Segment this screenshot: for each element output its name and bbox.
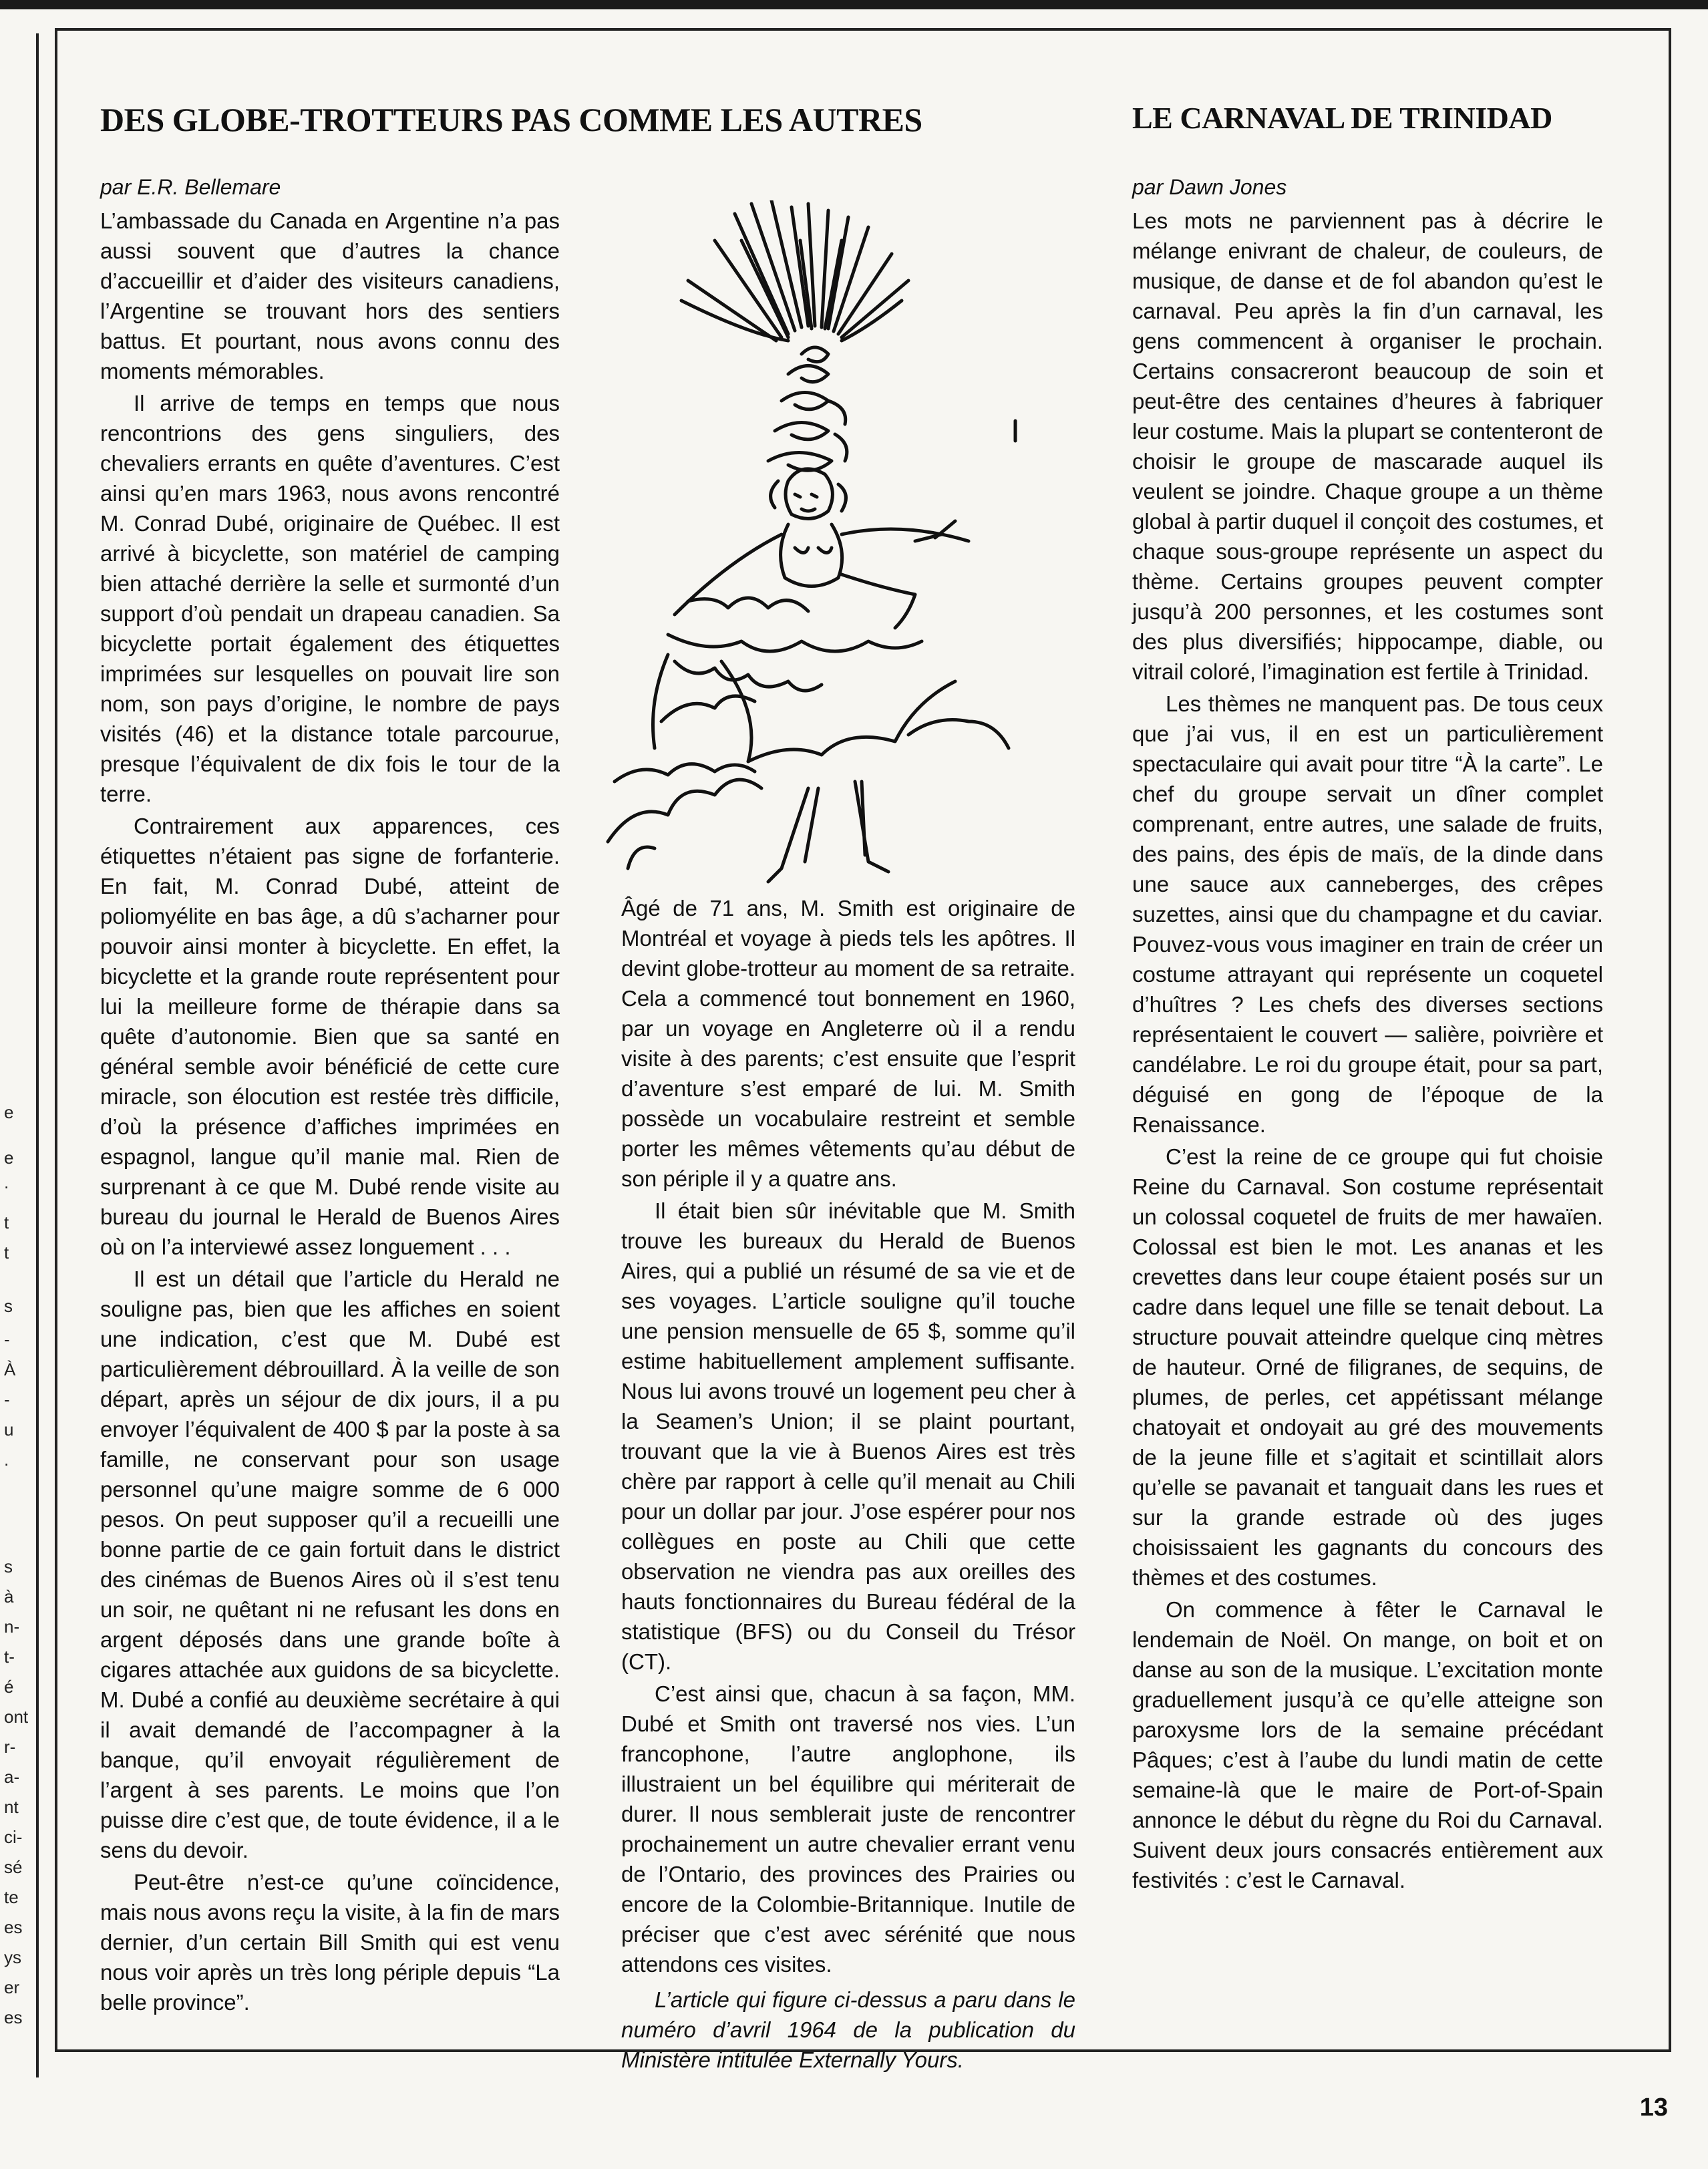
top-rule (0, 0, 1708, 9)
margin-fragment: à (4, 1587, 14, 1607)
carnival-dancer-illustration (588, 200, 1095, 895)
margin-fragment: - (4, 1389, 10, 1409)
margin-fragment: ont (4, 1707, 29, 1727)
margin-fragment: a- (4, 1767, 20, 1787)
margin-fragment: ys (4, 1947, 21, 1967)
article1-paragraph: Il était bien sûr inévitable que M. Smith trouve les bureaux du Herald de Buenos Aires, qui a publié un résumé de sa vie et de ses voyages. L’article souligne qu’il touche une pension mensuelle de 65 $, somme qu’il estime habituellement amplement suffisante. Nous lui avons trouvé un logement peu cher à la Seamen’s Union; il se plaint pourtant, trouvant que la vie à Buenos Aires est très chère par rapport à celle qu’il menait au Chili pour un dollar par jour. J’ose espérer pour nos collègues en poste au Chili que cette observation ne viendra pas aux oreilles des hauts fonctionnaires du Bureau fédéral de la statistique (BFS) ou du Conseil du Trésor (CT). (621, 1198, 1075, 1674)
margin-fragment: e (4, 1148, 14, 1168)
dancer-figure (675, 469, 969, 615)
article2-column (1132, 206, 1603, 1895)
article1-paragraph: Contrairement aux apparences, ces étiquettes n’étaient pas signe de forfanterie. En fait, M. Conrad Dubé, atteint de poliomyélite en bas âge, a dû s’acharner pour pouvoir ainsi monter à bicyclette. En effet, la bicyclette et la grande route représentent pour lui la meilleure forme de thérapie dans sa quête d’autonomie. Bien que sa santé en général semble avoir bénéficié de cette cure miracle, son élocution est restée très difficile, d’où la présence d’affiches imprimées en espagnol, langue qu’il manie mal. Rien de surprenant à ce que M. Dubé rende visite au bureau du journal le Herald de Buenos Aires où on l’a interviewé assez longuement . . . (100, 814, 560, 1259)
article1-paragraph: L’ambassade du Canada en Argentine n’a pas aussi souvent que d’autres la chance d’accueillir et d’aider des visiteurs canadiens, l’Argentine se trouvant hors des sentiers battus. Et pourtant, nous avons connu des moments mémorables. (100, 208, 560, 383)
margin-fragment: . (4, 1450, 9, 1470)
margin-fragment: e (4, 1102, 14, 1122)
article2-byline: par Dawn Jones (1132, 175, 1287, 199)
article2-paragraph: Les mots ne parviennent pas à décrire le mélange enivrant de chaleur, de couleurs, de musique, de danse et de fol abandon qu’est le carnaval. Peu après la fin d’un carnaval, les gens commencent à organiser le prochain. Certains consacreront beaucoup de soin et peut-être des centaines d’heures à fabriquer leur costume. Mais la plupart se contenteront de choisir le groupe de mascarade auquel ils veulent se joindre. Chaque groupe a un thème global à partir duquel il conçoit des costumes, et chaque sous-groupe représente un aspect du thème. Certains groupes peuvent compter jusqu’à 200 personnes, et les costumes sont des plus diversifiés; hippocampe, diable, ou vitrail coloré, l’imagination est fertile à Trinidad. (1132, 208, 1603, 684)
feather-headdress (681, 200, 908, 341)
article1-source-note: L’article qui figure ci-dessus a paru dans le numéro d’avril 1964 de la publication du Ministère intitulée Externally Yours. (621, 1987, 1075, 2072)
margin-fragment: te (4, 1887, 19, 1907)
article1-paragraph: C’est ainsi que, chacun à sa façon, MM. Dubé et Smith ont traversé nos vies. L’un francophone, l’autre anglophone, ils illustraient un bel équilibre qui mériterait de durer. Il nous semblerait juste de rencontrer prochainement un autre chevalier errant venu de l’Ontario, des provinces des Prairies ou encore de la Colombie-Britannique. Inutile de préciser que c’est avec sérénité que nous attendons ces visites. (621, 1681, 1075, 1977)
ruffled-skirt (608, 574, 1009, 868)
article1-paragraph: Il est un détail que l’article du Herald ne souligne pas, bien que les affiches en soient une indication, c’est que M. Dubé est particulièrement débrouillard. À la veille de son départ, après un séjour de dix jours, il a pu envoyer l’équivalent de 400 $ par la poste à sa famille, ne conservant pour son usage personnel qu’une maigre somme de 6 000 pesos. On peut supposer qu’il a recueilli une bonne partie de ce gain fortuit dans le district des cinémas de Buenos Aires où il s’est tenu un soir, ne quêtant ni ne refusant les dons en argent déposés dans une grande boîte à cigares attachée aux guidons de sa bicyclette. M. Dubé a confié au deuxième secrétaire à qui il avait demandé de l’accompagner à la banque, qu’il envoyait régulièrement de l’argent à ses parents. Le moins que l’on puisse dire c’est que, de toute évidence, il a le sens du devoir. (100, 1267, 560, 1862)
headdress-curls (768, 347, 847, 470)
margin-fragment: s (4, 1296, 13, 1316)
article1-column-1 (100, 206, 560, 2017)
article1-paragraph: Âgé de 71 ans, M. Smith est originaire de Montréal et voyage à pieds tels les apôtres. Il devint globe-trotteur au moment de sa retraite. Cela a commencé tout bonnement en 1960, par un voyage en Angleterre où il a rendu visite à des parents; c’est ensuite que l’esprit d’aventure s’est emparé de lui. M. Smith possède un vocabulaire restreint et semble porter les mêmes vêtements qu’au début de son périple il y a quatre ans. (621, 896, 1075, 1191)
margin-fragment: es (4, 2007, 23, 2027)
margin-fragment: . (4, 1172, 9, 1192)
previous-page-margin (0, 33, 39, 2077)
page-number: 13 (1639, 2094, 1668, 2122)
dancer-legs (768, 782, 888, 882)
margin-fragment: À (4, 1359, 16, 1379)
margin-fragment: n- (4, 1617, 20, 1637)
margin-fragment: s (4, 1556, 13, 1576)
margin-fragment: nt (4, 1797, 19, 1817)
article1-byline: par E.R. Bellemare (100, 175, 281, 199)
margin-fragment: u (4, 1420, 14, 1440)
article1-headline: DES GLOBE-TROTTEURS PAS COMME LES AUTRES (100, 101, 922, 138)
margin-fragment: ci- (4, 1827, 23, 1847)
article2-paragraph: On commence à fêter le Carnaval le lendemain de Noël. On mange, on boit et on danse au son de la musique. L’excitation monte graduellement jusqu’à ce qu’elle atteigne son paroxysme lors de la semaine précédant Pâques; c’est à l’aube du lundi matin de cette semaine-là que le maire de Port-of-Spain annonce le début du règne du Roi du Carnaval. Suivent deux jours consacrés entièrement aux festivités : c’est le Carnaval. (1132, 1597, 1603, 1892)
margin-fragment: t (4, 1212, 9, 1232)
margin-fragment: er (4, 1977, 20, 1997)
margin-fragment: é (4, 1677, 14, 1697)
margin-fragment: r- (4, 1737, 16, 1757)
margin-fragment: sé (4, 1857, 23, 1877)
article2-headline: LE CARNAVAL DE TRINIDAD (1132, 101, 1552, 135)
article1-paragraph: Peut-être n’est-ce qu’une coïncidence, mais nous avons reçu la visite, à la fin de mars dernier, d’un certain Bill Smith qui est venu nous voir après un très long périple depuis “La belle province”. (100, 1870, 560, 2015)
article2-paragraph: C’est la reine de ce groupe qui fut choisie Reine du Carnaval. Son costume représentait un colossal coquetel de fruits de mer hawaïen. Colossal est bien le mot. Les ananas et les crevettes dans leur coupe étaient posés sur un cadre dans lequel une fille se tenait debout. La structure pouvait atteindre quelque cinq mètres de hauteur. Orné de filigranes, de sequins, de plumes, de perles, cet appétissant mélange chatoyait et ondoyait au gré des mouvements de la jeune fille et s’agitait et scintillait alors qu’elle se pavanait et tanguait dans les rues et sur la grande estrade où des juges choisissaient les gagnants du concours des thèmes et des costumes. (1132, 1144, 1603, 1590)
margin-fragment: t- (4, 1647, 15, 1667)
margin-fragment: es (4, 1917, 23, 1937)
article1-column-2 (621, 893, 1075, 2075)
article2-paragraph: Les thèmes ne manquent pas. De tous ceux que j’ai vus, il en est un particulièrement spectaculaire qui avait pour titre “À la carte”. Le chef du groupe servait un dîner complet comprenant, entre autres, une salade de fruits, des pains, des épis de maïs, de la dinde dans une sauce aux canneberges, des crêpes suzettes, ainsi que du champagne et du caviar. Pouvez-vous vous imaginer en train de créer un costume attrayant qui représente un coquetel d’huîtres ? Les chefs des diverses sections représentaient le couvert — salière, poivrière et candélabre. Le roi du groupe était, pour sa part, déguisé en gong de l’époque de la Renaissance. (1132, 691, 1603, 1137)
margin-fragment: - (4, 1329, 10, 1349)
margin-fragment: t (4, 1242, 9, 1263)
article1-paragraph: Il arrive de temps en temps que nous rencontrions des gens singuliers, des chevaliers errants en quête d’aventures. C’est ainsi qu’en mars 1963, nous avons rencontré M. Conrad Dubé, originaire de Québec. Il est arrivé à bicyclette, son matériel de camping bien attaché derrière la selle et surmonté d’un support d’où pendait un drapeau canadien. Sa bicyclette portait également des étiquettes imprimées sur lesquelles on pouvait lire son nom, son pays d’origine, le nombre de pays visités (46) et la distance totale parcourue, presque l’équivalent de dix fois le tour de la terre. (100, 391, 560, 806)
